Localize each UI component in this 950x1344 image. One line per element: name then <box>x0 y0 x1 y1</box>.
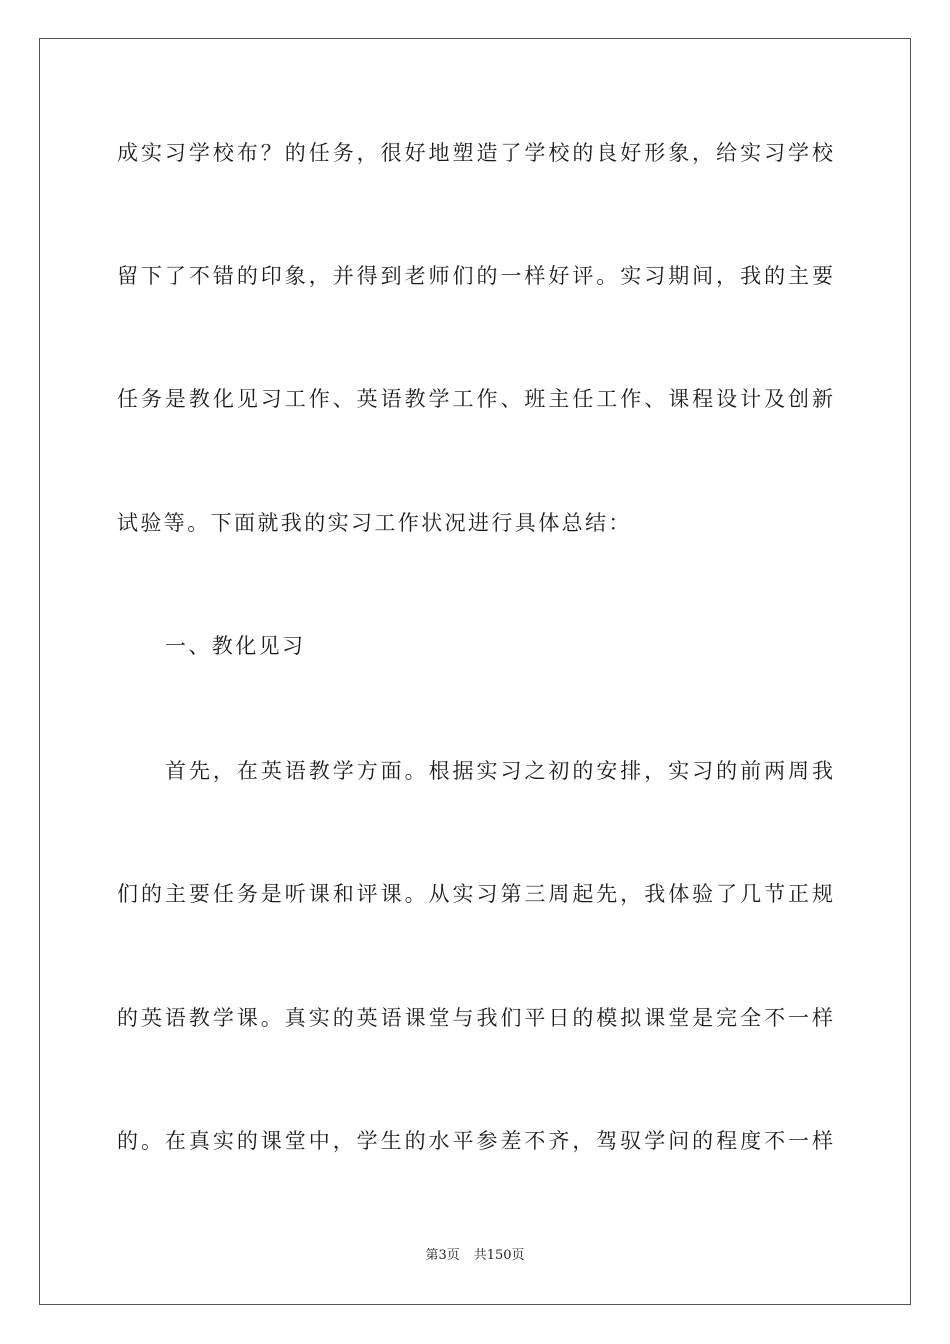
paragraph-line: 留下了不错的印象，并得到老师们的一样好评。实习期间，我的主要 <box>117 264 833 288</box>
section-heading: 一、教化见习 <box>165 634 306 658</box>
paragraph-line: 们的主要任务是听课和评课。从实习第三周起先，我体验了几节正规 <box>117 882 833 906</box>
current-page-number: 第3页 <box>425 1248 460 1263</box>
paragraph-line: 首先，在英语教学方面。根据实习之初的安排，实习的前两周我 <box>165 759 833 783</box>
paragraph-line: 的。在真实的课堂中，学生的水平参差不齐，驾驭学问的程度不一样 <box>117 1129 833 1153</box>
paragraph-line: 任务是教化见习工作、英语教学工作、班主任工作、课程设计及创新 <box>117 387 833 411</box>
page-border <box>39 38 911 1305</box>
page-footer <box>0 1247 950 1265</box>
paragraph-line: 成实习学校布？的任务，很好地塑造了学校的良好形象，给实习学校 <box>117 141 833 165</box>
paragraph-line: 的英语教学课。真实的英语课堂与我们平日的模拟课堂是完全不一样 <box>117 1006 833 1030</box>
paragraph-line: 试验等。下面就我的实习工作状况进行具体总结： <box>117 511 632 535</box>
total-pages: 共150页 <box>473 1248 525 1263</box>
